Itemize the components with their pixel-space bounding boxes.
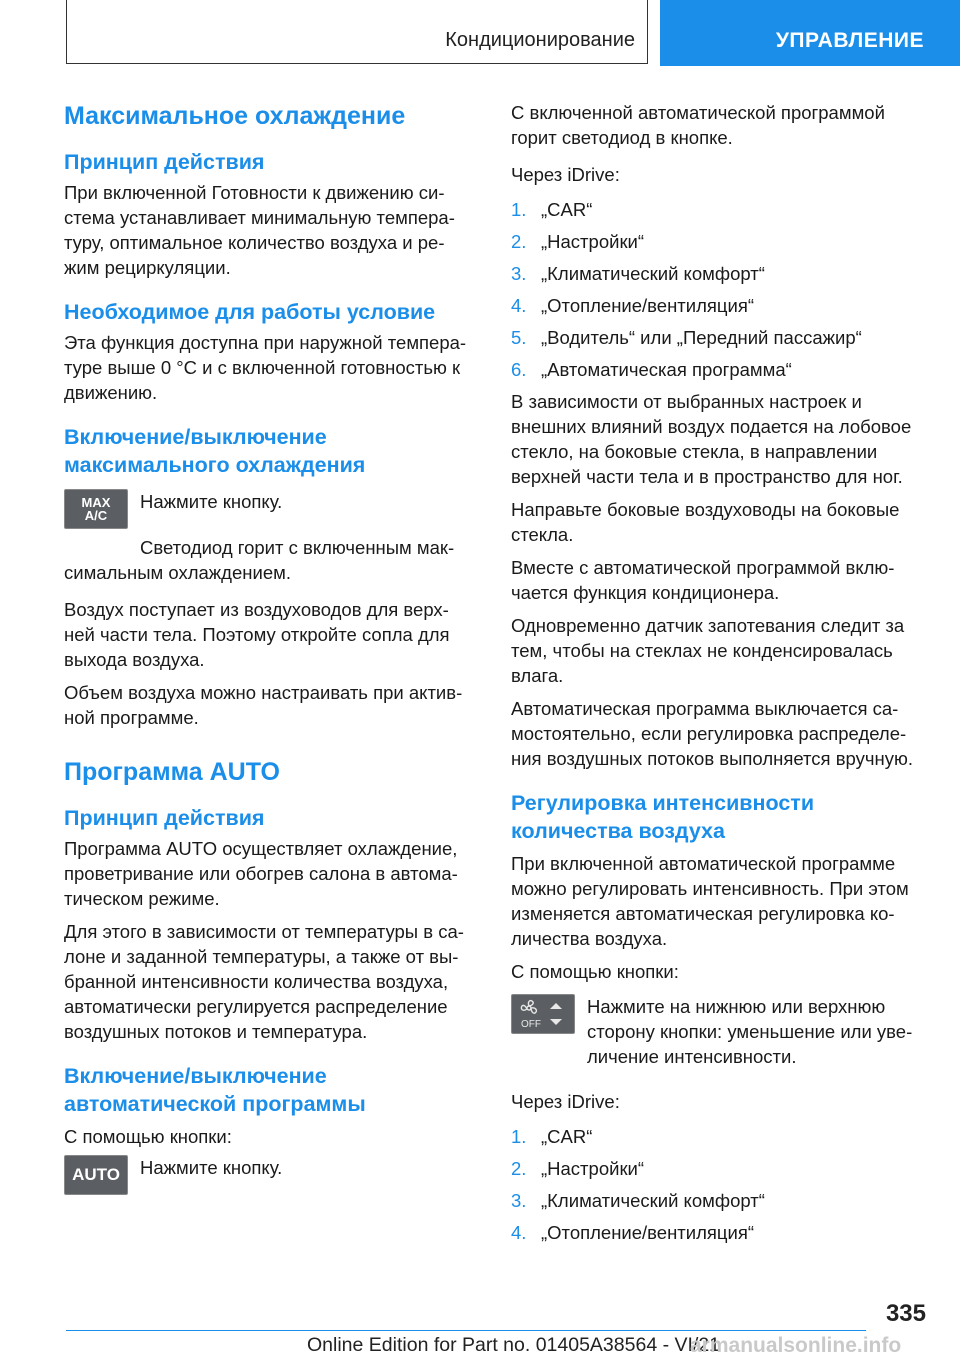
step-number: 2. [511, 231, 527, 252]
edition-text: Online Edition for Part no. 01405A38564 - VI/21 [307, 1334, 721, 1356]
idrive-steps-2 [511, 1124, 931, 1245]
step-text: „Климатический комфорт“ [541, 1190, 765, 1211]
list-item [511, 261, 931, 286]
footer-divider [66, 1330, 866, 1331]
auto-label: AUTO [72, 1165, 120, 1184]
fan-off-label: OFF [521, 1019, 541, 1030]
page-header [0, 0, 960, 66]
paragraph: С помощью кнопки: [511, 961, 679, 982]
paragraph: Эта функция доступна при наружной темпера-туре выше 0 °C и с включенной готовностью к движению. [64, 332, 467, 403]
paragraph: Вместе с автоматической программой вклю-чается функция кондиционера. [511, 557, 895, 603]
heading-onoff-auto: Включение/выключение автоматической программы [64, 1064, 366, 1116]
paragraph: При включенной Готовности к движению си-стема устанавливает минимальную темпера-туру, оптимальное количество воздуха и ре-жим рециркуляции. [64, 182, 455, 278]
section-title: Кондиционирование [445, 29, 635, 51]
paragraph: Автоматическая программа выключается са-мостоятельно, если регулировка распределе-ния воздушных потоков выполняется вручную. [511, 698, 913, 769]
step-number: 3. [511, 263, 527, 284]
paragraph: Через iDrive: [511, 1091, 620, 1112]
left-column [64, 100, 476, 1195]
heading-principle: Принцип действия [64, 150, 265, 174]
step-number: 4. [511, 295, 527, 316]
fan-row [511, 994, 931, 1069]
paragraph: Нажмите кнопку. [140, 1157, 283, 1178]
fan-button-icon [511, 994, 575, 1034]
paragraph: Для этого в зависимости от температуры в са-лоне и заданной температуры, а также от вы-бранной интенсивности количества воздуха, автоматически регулируется распределение воздушных потоков и температура. [64, 921, 464, 1042]
list-item [511, 1188, 931, 1213]
watermark: armanualsonline.info [690, 1334, 902, 1357]
right-column [511, 100, 931, 1252]
paragraph: В зависимости от выбранных настроек и внешних влияний воздух подается на лобовое стекло, на боковые стекла, в направлении верхней части тела и в пространство для ног. [511, 391, 912, 487]
heading-principle: Принцип действия [64, 806, 265, 830]
paragraph: Объем воздуха можно настраивать при актив-ной программе. [64, 682, 463, 728]
paragraph: Направьте боковые воздуховоды на боковые стекла. [511, 499, 900, 545]
chapter-title: УПРАВЛЕНИЕ [775, 29, 924, 52]
list-item [511, 357, 931, 382]
heading-intensity: Регулировка интенсивности количества воздуха [511, 791, 815, 843]
list-item [511, 325, 931, 350]
heading-max-cooling: Максимальное охлаждение [64, 102, 406, 130]
list-item [511, 229, 931, 254]
step-number: 3. [511, 1190, 527, 1211]
step-text: „Автоматическая программа“ [541, 359, 792, 380]
paragraph: Одновременно датчик запотевания следит за тем, чтобы на стеклах не конденсировалась влага. [511, 615, 905, 686]
list-item [511, 293, 931, 318]
step-number: 2. [511, 1158, 527, 1179]
step-text: „CAR“ [541, 1126, 593, 1147]
heading-conditions: Необходимое для работы условие [64, 300, 436, 324]
auto-button-icon [64, 1155, 128, 1195]
chapter-tab [660, 0, 960, 66]
page-number: 335 [885, 1300, 926, 1327]
section-tab [66, 0, 648, 64]
step-number: 5. [511, 327, 527, 348]
paragraph: Программа AUTO осуществляет охлаждение, проветривание или обогрев салона в автома-тическом режиме. [64, 838, 458, 909]
step-text: „Климатический комфорт“ [541, 263, 765, 284]
step-number: 4. [511, 1222, 527, 1243]
paragraph: При включенной автоматической программе можно регулировать интенсивность. При этом изменяется автоматическая регулировка ко-личества воздуха. [511, 853, 909, 949]
heading-onoff-max: Включение/выключение максимального охлаждения [64, 425, 366, 477]
paragraph: Воздух поступает из воздуховодов для верх-ней части тела. Поэтому откройте сопла для выхода воздуха. [64, 599, 450, 670]
heading-auto: Программа AUTO [64, 758, 280, 786]
paragraph: Нажмите на нижнюю или верхнюю сторону кнопки: уменьшение или уве-личение интенсивности. [587, 996, 913, 1067]
auto-row [64, 1155, 476, 1195]
step-text: „Отопление/вентиляция“ [541, 295, 755, 316]
step-text: „Водитель“ или „Передний пассажир“ [541, 327, 862, 348]
max-ac-label-top: MAX [81, 495, 111, 510]
list-item [511, 1220, 931, 1245]
step-text: „Отопление/вентиляция“ [541, 1222, 755, 1243]
max-ac-label-bottom: A/C [84, 508, 108, 523]
step-text: „CAR“ [541, 199, 593, 220]
list-item [511, 197, 931, 222]
max-ac-row [64, 489, 476, 529]
step-number: 1. [511, 1126, 527, 1147]
step-text: „Настройки“ [541, 231, 645, 252]
paragraph: Через iDrive: [511, 164, 620, 185]
list-item [511, 1156, 931, 1181]
step-number: 6. [511, 359, 527, 380]
list-item [511, 1124, 931, 1149]
step-number: 1. [511, 199, 527, 220]
paragraph: С включенной автоматической программой горит светодиод в кнопке. [511, 102, 885, 148]
idrive-steps-1 [511, 197, 931, 382]
paragraph: Нажмите кнопку. [140, 491, 283, 512]
paragraph: Светодиод горит с включенным мак-симальным охлаждением. [64, 537, 455, 583]
step-text: „Настройки“ [541, 1158, 645, 1179]
paragraph: С помощью кнопки: [64, 1126, 232, 1147]
max-ac-button-icon [64, 489, 128, 529]
